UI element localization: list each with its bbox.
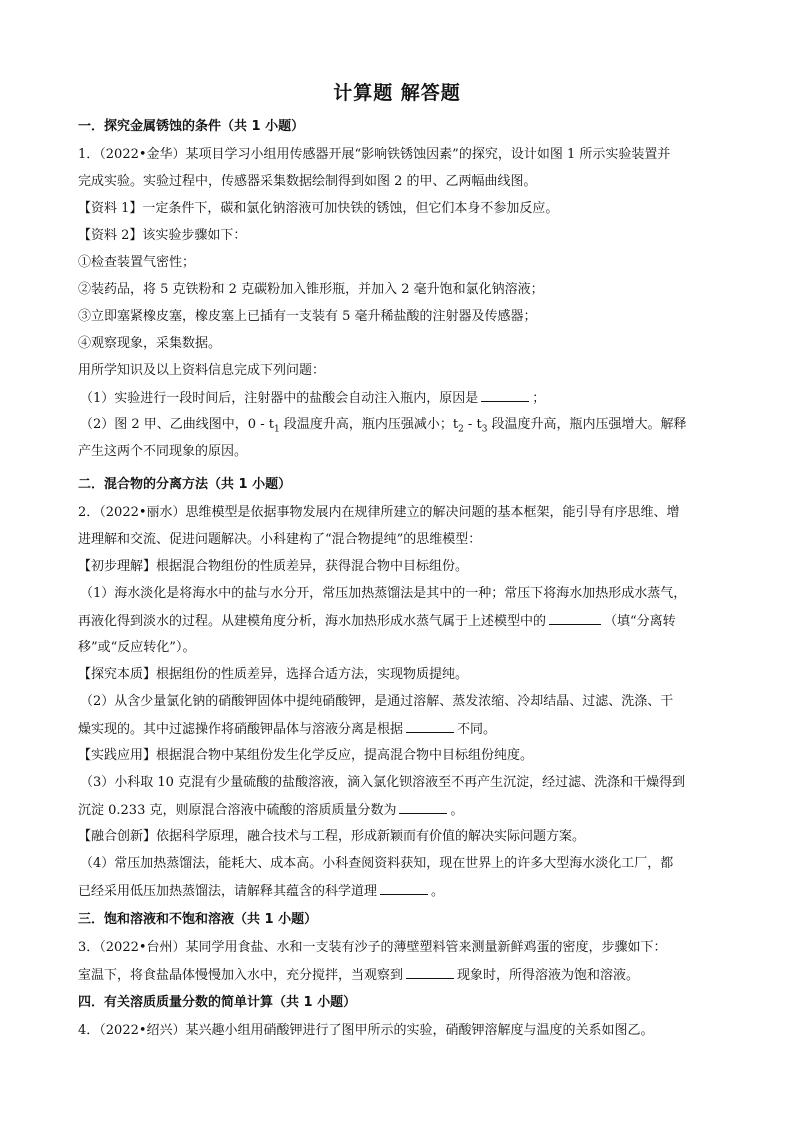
q2-question-2-cont: [78, 720, 718, 739]
q2-q3-end: 。: [450, 803, 464, 818]
q1-instruction: 用所学知识及以上资料信息完成下列问题：: [78, 363, 326, 378]
q1-q2-part-b: 段温度升高，瓶内压强减小；t: [279, 417, 459, 432]
section-heading-2: 二．混合物的分离方法（共 1 小题）: [78, 477, 292, 492]
q1-question-1: [80, 389, 720, 408]
q3-line-2: [78, 966, 718, 985]
q2-q1-text: 再液化得到淡水的过程。从建模角度分析，海水加热形成水蒸气属于上述模型中的: [78, 614, 547, 629]
q3-text: 室温下，将食盐晶体慢慢加入水中，充分搅拌，当观察到: [78, 968, 404, 983]
q2-q4-end: 。: [431, 884, 445, 899]
q1-line-1: 1．（2022•金华）某项目学习小组用传感器开展“影响铁锈蚀因素”的探究，设计如图 1 所示实验装置并: [78, 147, 671, 162]
q2-question-3-cont: [78, 801, 718, 820]
q1-q2-part-d: 段温度升高，瓶内压强增大。解释: [487, 417, 687, 432]
q1-question-1-text: （1）实验进行一段时间后，注射器中的盐酸会自动注入瓶内，原因是: [80, 391, 479, 406]
answer-blank[interactable]: [549, 612, 601, 625]
q2-question-2: （2）从含少量氯化钠的硝酸钾固体中提纯硝酸钾，是通过溶解、蒸发浓缩、冷却结晶、过滤、洗涤、干: [80, 694, 674, 709]
subscript: 3: [481, 424, 488, 435]
q2-q4-text: 已经采用低压加热蒸馏法，请解释其蕴含的科学道理: [78, 884, 378, 899]
q2-question-3: （3）小科取 10 克混有少量硫酸的盐酸溶液，滴入氯化钡溶液至不再产生沉淀，经过滤、洗涤和干燥得到: [80, 775, 686, 790]
q2-line-2: 进理解和交流、促进问题解决。小科建构了“混合物提纯”的思维模型：: [78, 532, 482, 547]
q1-step-2: ②装药品，将 5 克铁粉和 2 克碳粉加入锥形瓶，并加入 2 毫升饱和氯化钠溶液；: [78, 282, 544, 297]
section-heading-4: 四．有关溶质质量分数的简单计算（共 1 小题）: [78, 995, 357, 1010]
subscript: 1: [273, 424, 280, 435]
section-heading-3: 三．饱和溶液和不饱和溶液（共 1 小题）: [78, 912, 318, 927]
q2-integration-innovation: 【融合创新】依据科学原理，融合技术与工程，形成新颖而有价值的解决实际问题方案。: [78, 829, 586, 844]
q2-explore-essence: 【探究本质】根据组份的性质差异，选择合适方法，实现物质提纯。: [78, 667, 469, 682]
answer-blank[interactable]: [406, 720, 454, 733]
q2-question-4: （4）常压加热蒸馏法，能耗大、成本高。小科查阅资料获知，现在世界上的许多大型海水淡化工厂，都: [80, 856, 674, 871]
q2-q1-hint: （填“分离转: [604, 614, 676, 629]
q2-question-1: （1）海水淡化是将海水中的盐与水分开，常压加热蒸馏法是其中的一种；常压下将海水加热形成水蒸气，: [80, 586, 687, 601]
q1-resource-1: 【资料 1】一定条件下，碳和氯化钠溶液可加快铁的锈蚀，但它们本身不参加反应。: [78, 201, 559, 216]
q2-line-1: 2．（2022•丽水）思维模型是依据事物发展内在规律所建立的解决问题的基本框架，能引导有序思维、增: [78, 505, 680, 520]
section-heading-1: 一．探究金属锈蚀的条件（共 1 小题）: [78, 119, 305, 134]
answer-blank[interactable]: [481, 389, 529, 402]
q2-question-1-end: 移”或“反应转化”）。: [78, 640, 196, 655]
q3-end: 现象时，所得溶液为饱和溶液。: [457, 968, 640, 983]
q1-question-1-end: ；: [532, 391, 546, 406]
q4-line-1: 4．（2022•绍兴）某兴趣小组用硝酸钾进行了图甲所示的实验，硝酸钾溶解度与温度的关系如图乙。: [78, 1023, 654, 1038]
q1-resource-2: 【资料 2】该实验步骤如下：: [78, 228, 247, 243]
q2-q2-text: 燥实现的。其中过滤操作将硝酸钾晶体与溶液分离是根据: [78, 722, 404, 737]
q2-question-4-cont: [78, 882, 718, 901]
answer-blank[interactable]: [406, 966, 454, 979]
page-title: 计算题 解答题: [333, 82, 461, 104]
q1-step-3: ③立即塞紧橡皮塞，橡皮塞上已插有一支装有 5 毫升稀盐酸的注射器及传感器；: [78, 309, 537, 324]
subscript: 2: [458, 424, 464, 435]
answer-blank[interactable]: [399, 801, 447, 814]
q1-q2-part-a: （2）图 2 甲、乙曲线图中，0 - t: [80, 417, 274, 432]
q2-practical-application: 【实践应用】根据混合物中某组份发生化学反应，提高混合物中目标组份纯度。: [78, 748, 534, 763]
q2-q2-end: 不同。: [457, 722, 497, 737]
answer-blank[interactable]: [380, 882, 428, 895]
q2-q3-text: 沉淀 0.233 克，则原混合溶液中硫酸的溶质质量分数为: [78, 803, 397, 818]
q1-question-2-cont: 产生这两个不同现象的原因。: [78, 444, 248, 459]
q1-step-1: ①检查装置气密性；: [78, 255, 196, 270]
q1-q2-part-c: - t: [463, 417, 482, 432]
q2-question-1-cont: [78, 612, 718, 631]
q1-step-4: ④观察现象，采集数据。: [78, 336, 222, 351]
q2-basic-understanding: 【初步理解】根据混合物组份的性质差异，获得混合物中目标组份。: [78, 559, 469, 574]
q3-line-1: 3．（2022•台州）某同学用食盐、水和一支装有沙子的薄壁塑料管来测量新鲜鸡蛋的密度，步骤如下：: [78, 940, 667, 955]
q1-line-2: 完成实验。实验过程中，传感器采集数据绘制得到如图 2 的甲、乙两幅曲线图。: [78, 174, 537, 189]
q1-question-2: [80, 416, 720, 439]
